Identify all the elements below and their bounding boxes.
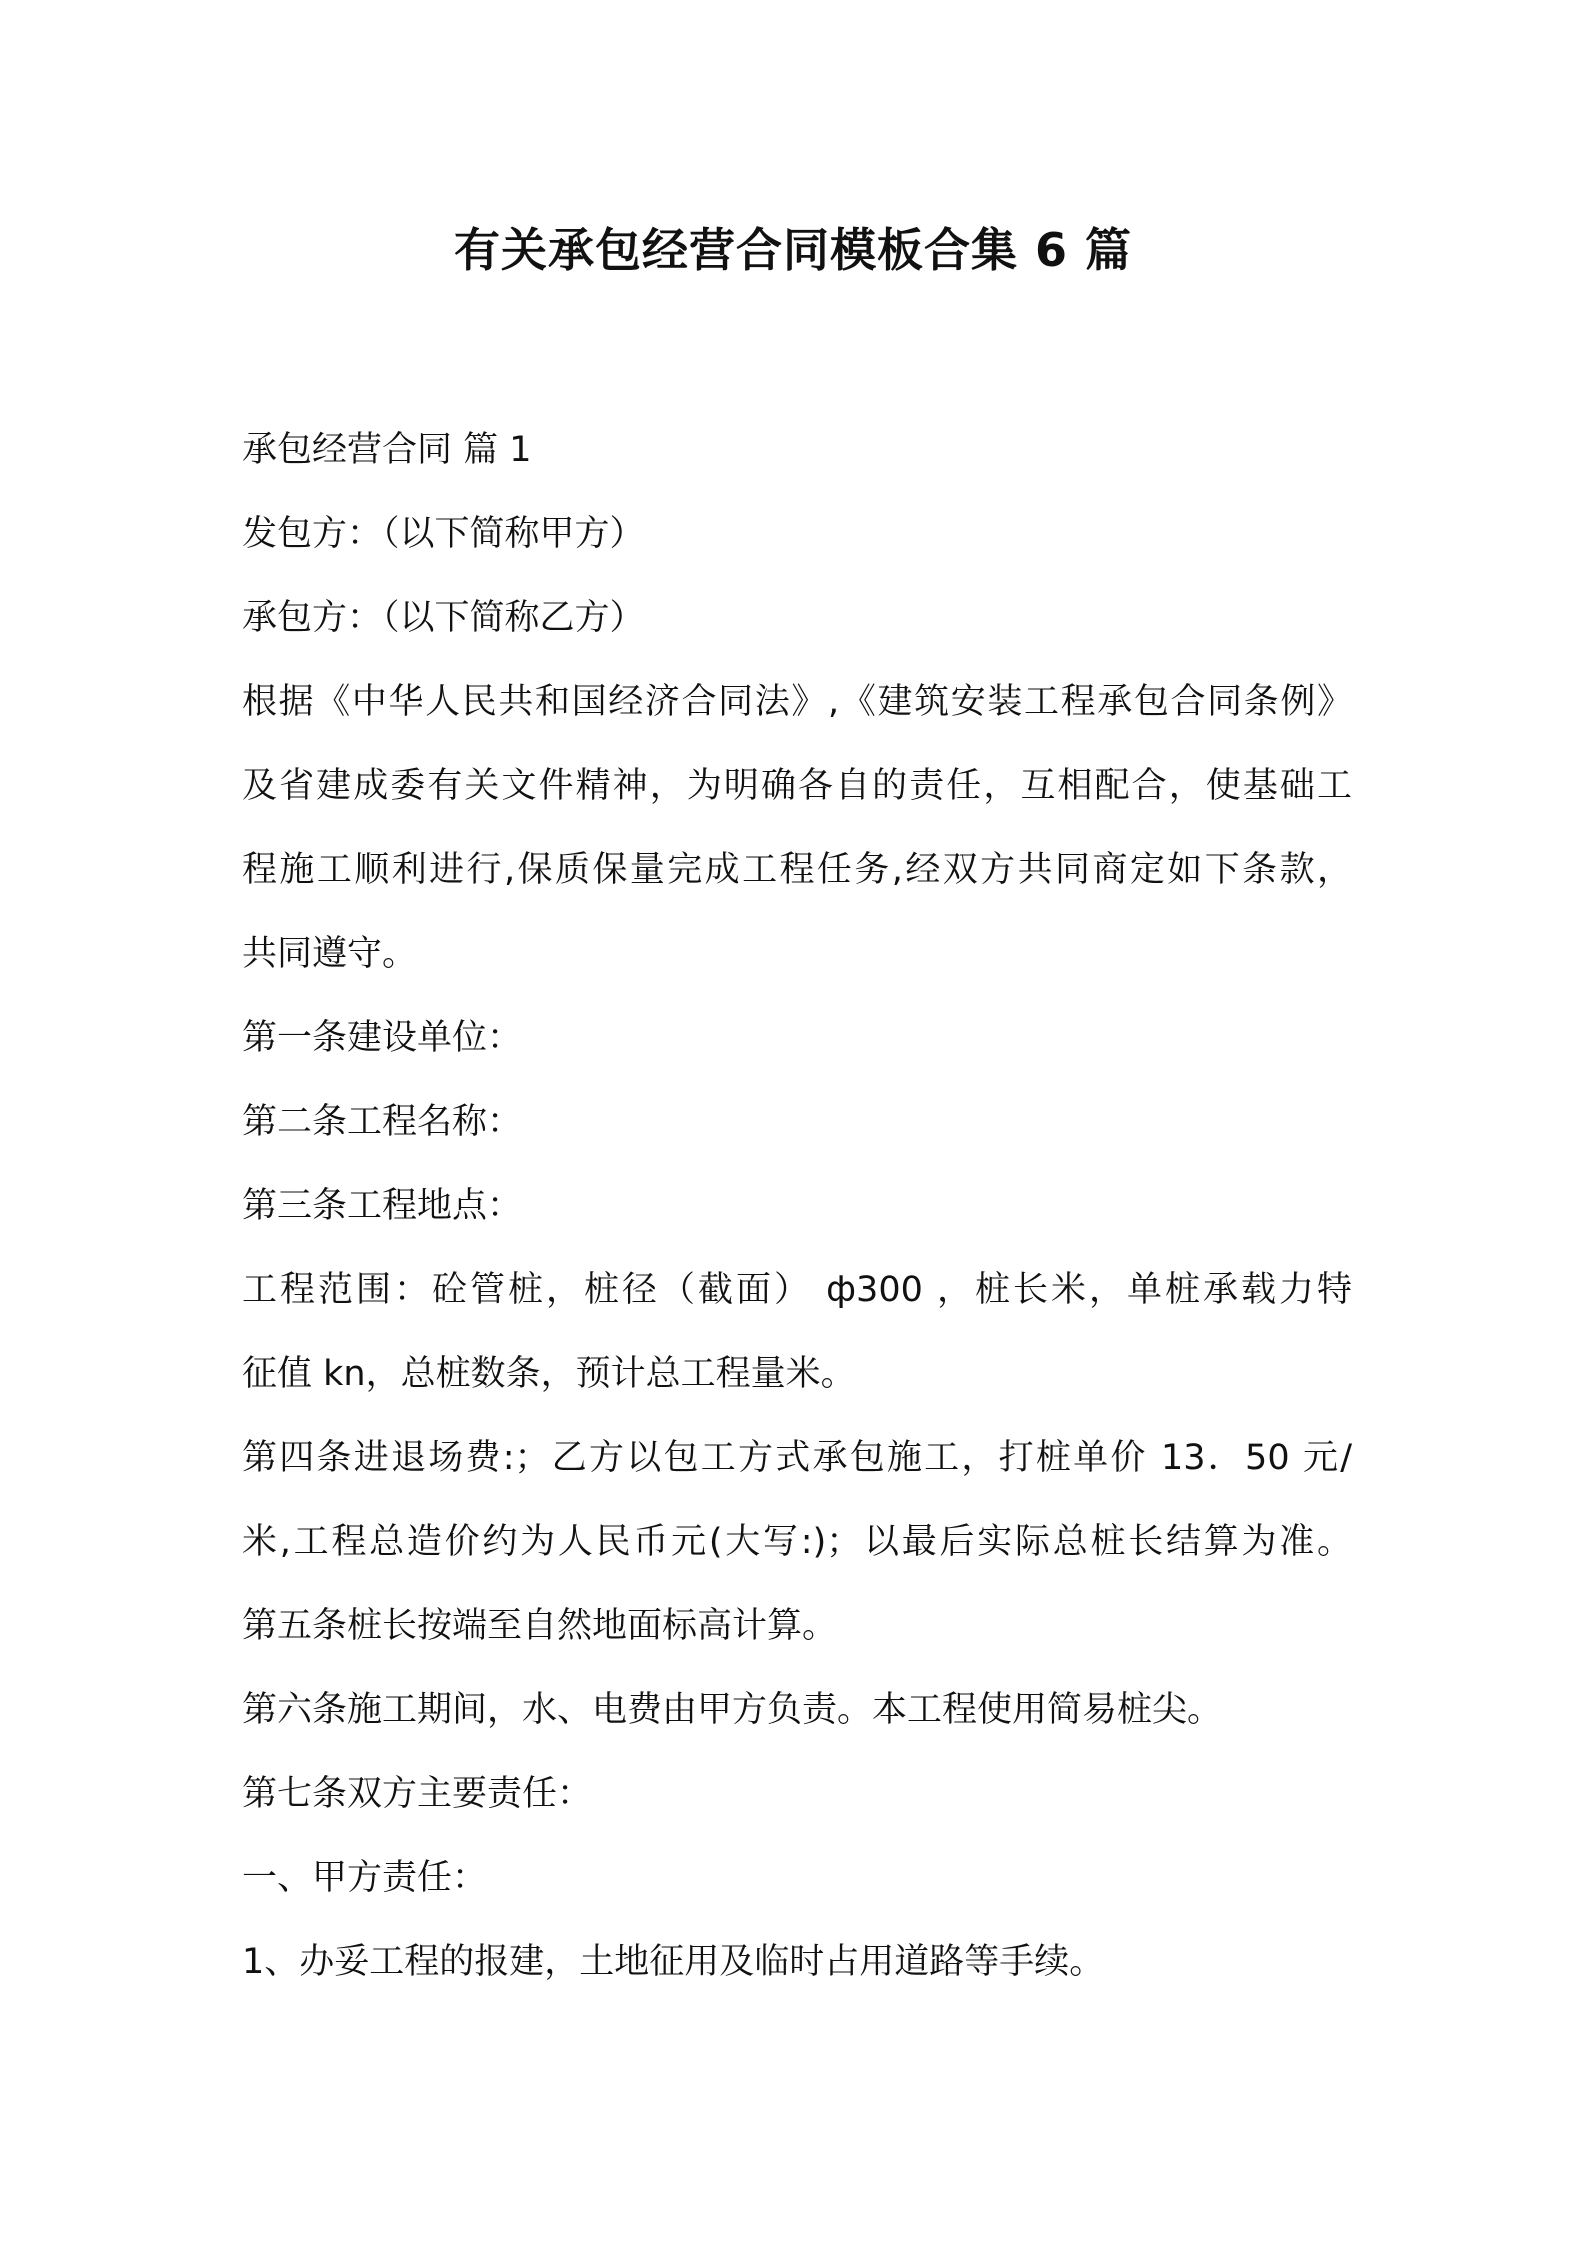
paragraph-line: 工程范围：砼管桩，桩径（截面） ф300 ，桩长米，单桩承载力特 [242,1270,1352,1310]
article-line: 第七条双方主要责任： [242,1774,593,1814]
paragraph-line: 第四条进退场费:；乙方以包工方式承包施工，打桩单价 13．50 元/ [242,1438,1352,1478]
list-item: 1、办妥工程的报建，土地征用及临时占用道路等手续。 [242,1942,1105,1982]
paragraph-line: 征值 kn，总桩数条，预计总工程量米。 [242,1354,856,1394]
article-line: 第五条桩长按端至自然地面标高计算。 [242,1606,838,1646]
subsection-heading: 一、甲方责任： [242,1858,488,1898]
paragraph-line: 共同遵守。 [242,934,418,974]
article-line: 第二条工程名称： [242,1102,523,1142]
party-b-line: 承包方：（以下简称乙方） [242,598,645,638]
party-a-line: 发包方：（以下简称甲方） [242,514,645,554]
article-line: 第六条施工期间，水、电费由甲方负责。本工程使用简易桩尖。 [242,1690,1223,1730]
article-line: 第一条建设单位： [242,1018,523,1058]
paragraph-line: 程施工顺利进行,保质保量完成工程任务,经双方共同商定如下条款， [242,850,1352,890]
article-line: 第三条工程地点： [242,1186,523,1226]
paragraph-line: 根据《中华人民共和国经济合同法》,《建筑安装工程承包合同条例》 [242,682,1352,722]
paragraph-line: 及省建成委有关文件精神，为明确各自的责任，互相配合，使基础工 [242,766,1352,806]
paragraph-line: 米,工程总造价约为人民币元(大写:)；以最后实际总桩长结算为准。 [242,1522,1352,1562]
document-title: 有关承包经营合同模板合集 6 篇 [453,223,1133,277]
section-heading: 承包经营合同 篇 1 [242,430,532,470]
document-body [242,408,1352,2004]
